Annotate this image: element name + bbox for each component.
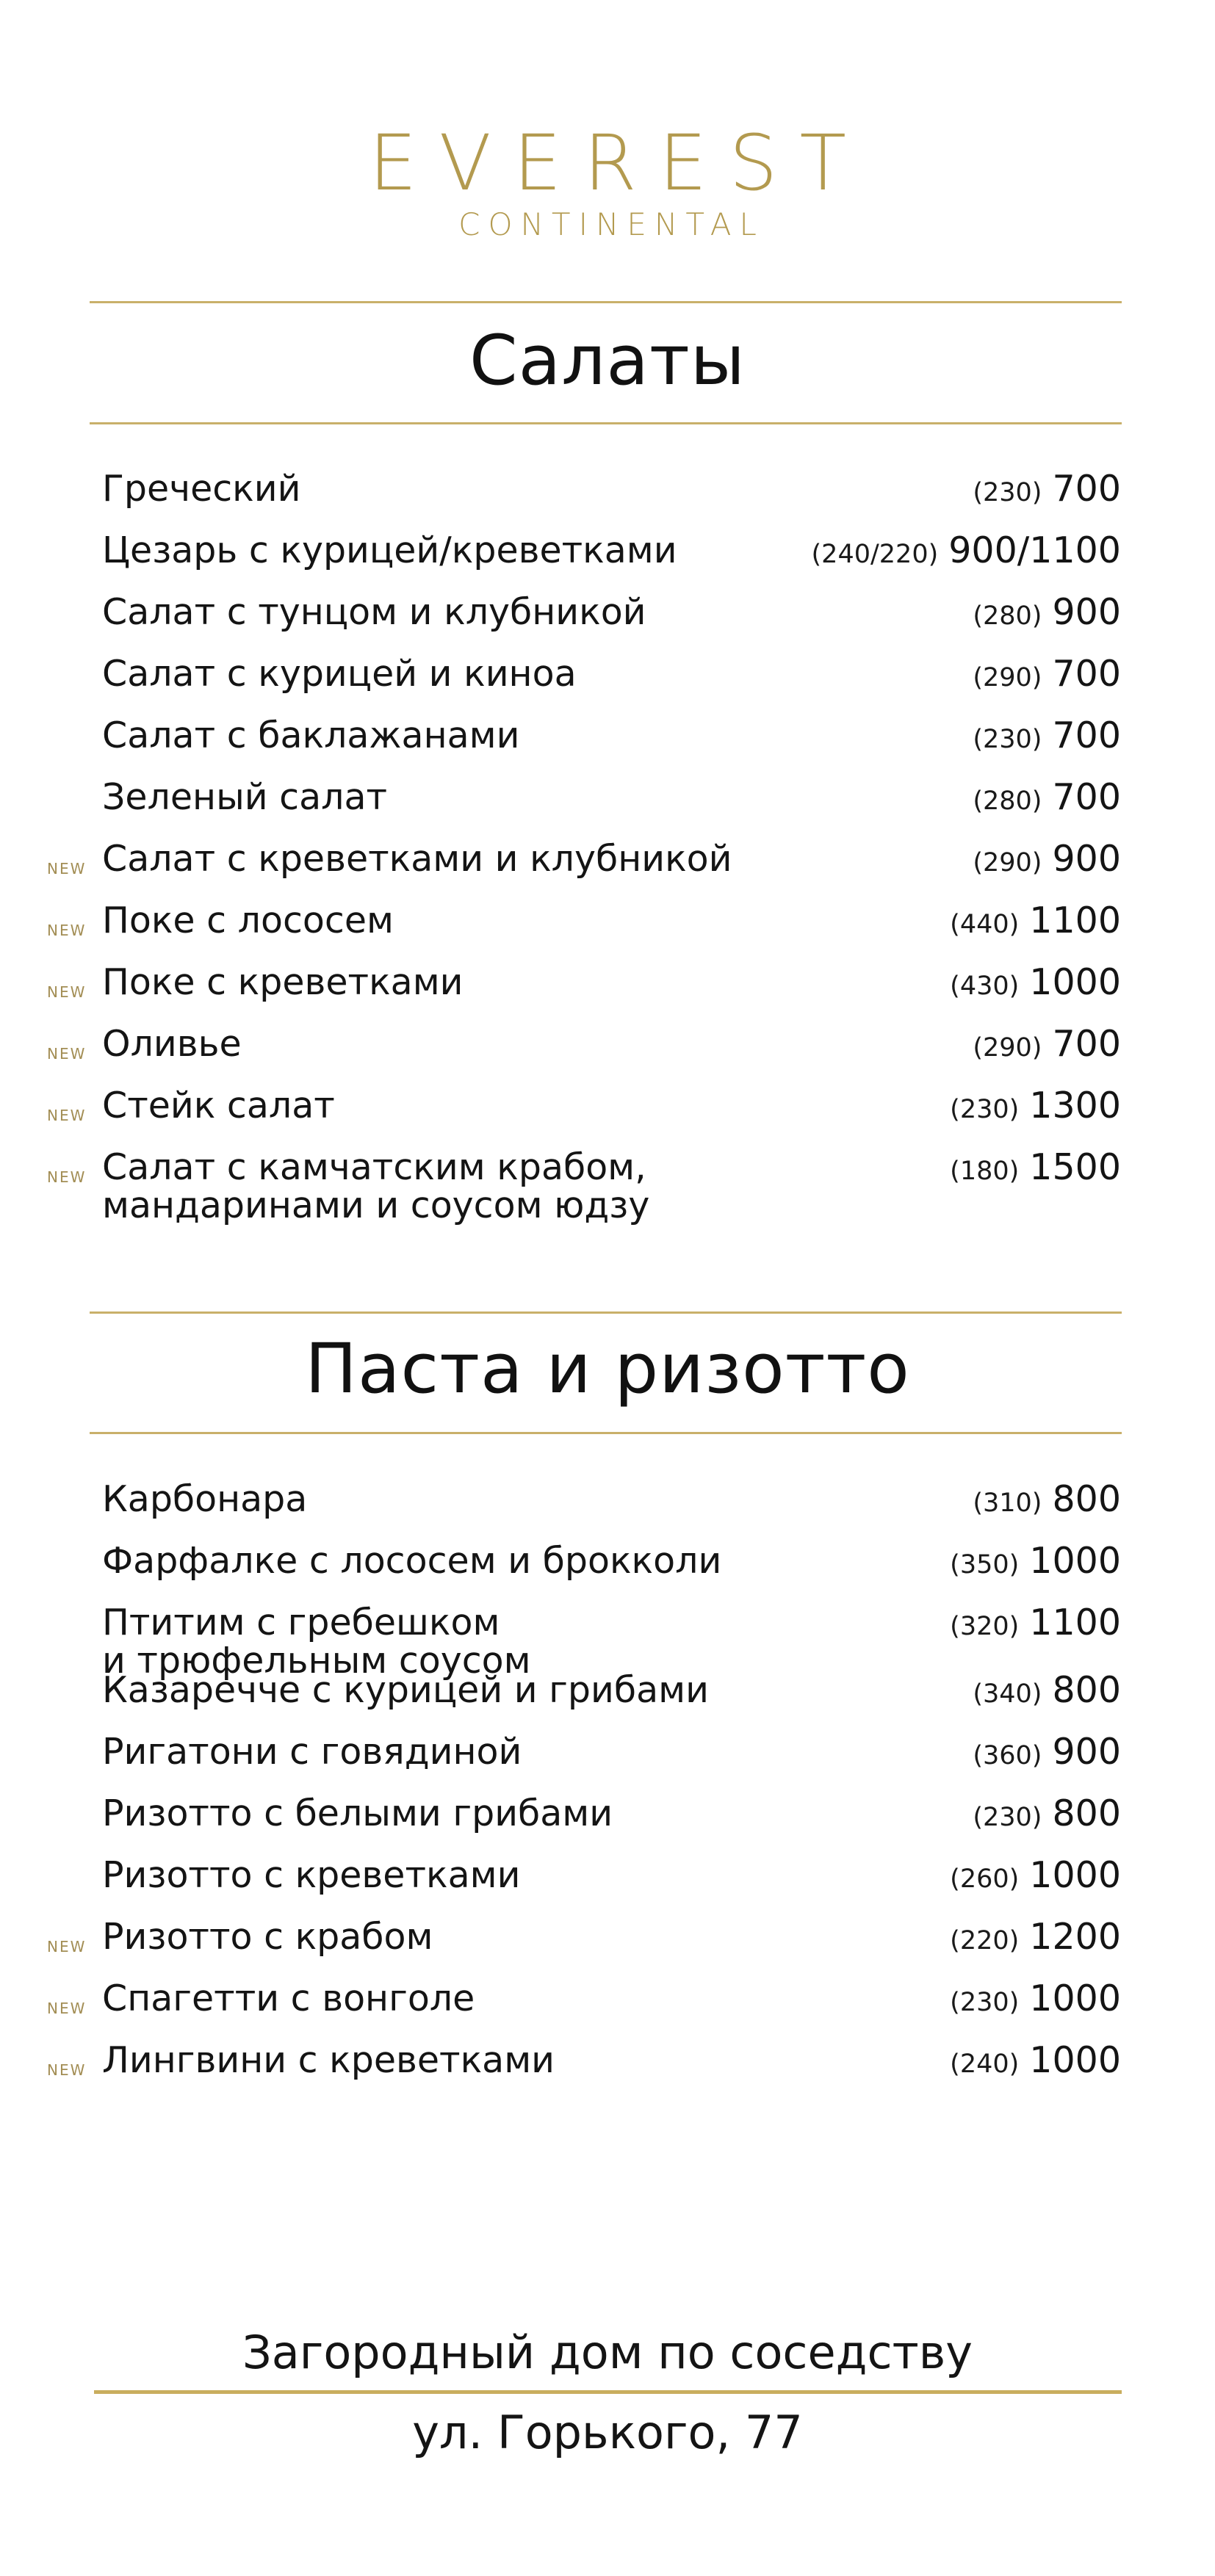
item-name: [102, 1792, 613, 1834]
item-name: [102, 840, 732, 878]
item-name: [102, 1025, 242, 1063]
item-price: 700: [1052, 776, 1121, 818]
menu-item: [0, 1792, 1215, 1856]
item-weight: (280): [973, 786, 1042, 816]
item-price-group: [973, 593, 1121, 640]
menu-item: [0, 529, 1215, 593]
menu-item: [0, 1980, 1215, 2041]
item-name-line: Казаречче с курицей и грибами: [102, 1669, 709, 1711]
item-name: [102, 1856, 520, 1895]
item-price: 700: [1052, 714, 1121, 756]
item-name-line: Салат с камчатским крабом,: [102, 1146, 646, 1188]
item-name-line: Ризотто с крабом: [102, 1916, 433, 1958]
item-name-line: Стейк салат: [102, 1085, 335, 1126]
item-weight: (290): [973, 663, 1042, 692]
item-name: [102, 1087, 335, 1125]
item-name: [102, 1480, 307, 1519]
item-price-group: [950, 902, 1121, 948]
menu-item: [0, 593, 1215, 655]
item-name-line: Поке с креветками: [102, 961, 464, 1003]
menu-item: [0, 714, 1215, 778]
item-price: 1000: [1029, 2039, 1121, 2081]
item-price: 700: [1052, 468, 1121, 510]
item-name-line: Поке с лососем: [102, 900, 394, 941]
item-price: 900: [1052, 591, 1121, 633]
item-name-line: Птитим с гребешком: [102, 1602, 500, 1643]
new-badge: NEW: [47, 983, 87, 1001]
item-price-group: [973, 1480, 1121, 1527]
item-price-group: [950, 1542, 1121, 1588]
item-price-group: [950, 1087, 1121, 1133]
item-name: [102, 963, 464, 1002]
item-price-group: [950, 1856, 1121, 1903]
item-weight: (220): [950, 1926, 1020, 1955]
item-price: 800: [1052, 1792, 1121, 1834]
item-price: 800: [1052, 1669, 1121, 1711]
new-badge: NEW: [47, 1045, 87, 1063]
item-price: 1200: [1029, 1916, 1121, 1958]
item-price: 900/1100: [948, 529, 1121, 571]
item-price-group: [973, 1733, 1121, 1779]
menu-item: [0, 1087, 1215, 1148]
menu-item: [0, 902, 1215, 963]
divider: [90, 1432, 1122, 1434]
menu-item: [0, 1146, 1215, 1226]
item-weight: (290): [973, 1033, 1042, 1063]
item-price: 800: [1052, 1478, 1121, 1520]
brand-subtitle: CONTINENTAL: [458, 206, 765, 242]
item-price-group: [950, 963, 1121, 1010]
item-weight: (230): [950, 1095, 1020, 1124]
new-badge: NEW: [47, 1938, 87, 1955]
menu-item: [0, 470, 1215, 532]
item-name-line: Цезарь с курицей/креветками: [102, 529, 677, 571]
menu-item: [0, 1856, 1215, 1918]
item-name: [102, 470, 300, 508]
item-weight: (260): [950, 1864, 1020, 1894]
item-price-group: [973, 778, 1121, 825]
new-badge: NEW: [47, 922, 87, 939]
item-price: 1500: [1029, 1146, 1121, 1188]
item-name-line: Ригатони с говядиной: [102, 1731, 522, 1773]
menu-item: [0, 778, 1215, 840]
menu-item: [0, 655, 1215, 717]
item-price: 1000: [1029, 1978, 1121, 2019]
item-price: 900: [1052, 1731, 1121, 1773]
item-price-group: [973, 1671, 1121, 1718]
section-title-pasta-risotto: Паста и ризотто: [305, 1329, 910, 1409]
item-name: [102, 1148, 649, 1225]
footer-address: ул. Горького, 77: [412, 2406, 803, 2459]
menu-item: [0, 1542, 1215, 1604]
item-name-line: и трюфельным соусом: [102, 1640, 531, 1682]
item-weight: (320): [950, 1612, 1020, 1641]
item-price-group: [973, 840, 1121, 886]
new-badge: NEW: [47, 2061, 87, 2079]
section-title-salads: Салаты: [469, 321, 746, 401]
item-weight: (440): [950, 910, 1020, 939]
new-badge: NEW: [47, 2000, 87, 2017]
item-price-group: [950, 2041, 1121, 2088]
item-weight: (230): [973, 478, 1042, 507]
item-name-line: Спагетти с вонголе: [102, 1978, 475, 2019]
item-weight: (180): [950, 1157, 1020, 1186]
item-name-line: Салат с баклажанами: [102, 714, 520, 756]
item-weight: (230): [950, 1988, 1020, 2017]
footer-tagline: Загородный дом по соседству: [242, 2326, 973, 2379]
item-price-group: [950, 1604, 1121, 1650]
item-name: [102, 1733, 522, 1771]
menu-item: [0, 1918, 1215, 1980]
item-name-line: Салат с креветками и клубникой: [102, 838, 732, 880]
item-price-group: [973, 1025, 1121, 1071]
menu-item: [0, 1480, 1215, 1542]
item-name: [102, 655, 577, 693]
item-weight: (230): [973, 1803, 1042, 1832]
item-name: [102, 1671, 709, 1710]
item-price-group: [973, 470, 1121, 516]
item-price-group: [811, 529, 1121, 578]
item-name-line: Салат с тунцом и клубникой: [102, 591, 646, 633]
menu-item: [0, 1733, 1215, 1795]
item-name-line: Оливье: [102, 1023, 242, 1065]
item-name: [102, 593, 646, 632]
new-badge: NEW: [47, 1107, 87, 1124]
item-price: 700: [1052, 1023, 1121, 1065]
item-price-group: [950, 1980, 1121, 2026]
menu-item: [0, 840, 1215, 902]
item-weight: (240/220): [811, 540, 939, 569]
item-name: [102, 2041, 555, 2080]
item-price: 1100: [1029, 1602, 1121, 1643]
item-name: [102, 529, 677, 571]
divider: [90, 422, 1122, 424]
item-name-line: мандаринами и соусом юдзу: [102, 1184, 650, 1226]
new-badge: NEW: [47, 1168, 87, 1186]
item-price: 900: [1052, 838, 1121, 880]
item-price: 1000: [1029, 1540, 1121, 1582]
item-name: [102, 1980, 475, 2018]
item-price: 1000: [1029, 1854, 1121, 1896]
item-name: [102, 1918, 433, 1956]
footer-divider: [94, 2390, 1122, 2394]
item-price: 700: [1052, 653, 1121, 695]
menu-list-salads: [0, 468, 1215, 1226]
item-name: [102, 714, 520, 756]
item-name-line: Греческий: [102, 468, 301, 510]
item-weight: (430): [950, 972, 1020, 1001]
item-name-line: Лингвини с креветками: [102, 2039, 555, 2081]
item-name-line: Фарфалке с лососем и брокколи: [102, 1540, 722, 1582]
brand-logo: EVEREST: [368, 118, 869, 208]
item-price: 1100: [1029, 900, 1121, 941]
item-name-line: Салат с курицей и киноа: [102, 653, 577, 695]
menu-item: [0, 963, 1215, 1025]
item-weight: (240): [950, 2049, 1020, 2079]
item-name-line: Ризотто с креветками: [102, 1854, 521, 1896]
item-weight: (280): [973, 601, 1042, 631]
divider: [90, 301, 1122, 303]
item-price: 1300: [1029, 1085, 1121, 1126]
menu-item: [0, 1671, 1215, 1733]
divider: [90, 1311, 1122, 1314]
menu-item: [0, 1602, 1215, 1682]
item-price-group: [973, 1792, 1121, 1841]
new-badge: NEW: [47, 860, 87, 878]
item-weight: (340): [973, 1679, 1042, 1709]
item-name: [102, 902, 394, 940]
menu-item: [0, 2041, 1215, 2103]
item-name: [102, 1542, 721, 1580]
item-price-group: [973, 655, 1121, 701]
item-price: 1000: [1029, 961, 1121, 1003]
item-price-group: [950, 1918, 1121, 1964]
item-weight: (290): [973, 848, 1042, 878]
item-weight: (350): [950, 1550, 1020, 1580]
item-name-line: Ризотто с белыми грибами: [102, 1792, 613, 1834]
item-weight: (230): [973, 725, 1042, 754]
item-price-group: [950, 1148, 1121, 1195]
item-weight: (360): [973, 1741, 1042, 1770]
item-name-line: Карбонара: [102, 1478, 308, 1520]
menu-item: [0, 1025, 1215, 1087]
item-weight: (310): [973, 1488, 1042, 1518]
item-name: [102, 778, 387, 817]
item-price-group: [973, 714, 1121, 763]
item-name-line: Зеленый салат: [102, 776, 388, 818]
menu-list-pasta-risotto: [0, 1480, 1215, 2103]
